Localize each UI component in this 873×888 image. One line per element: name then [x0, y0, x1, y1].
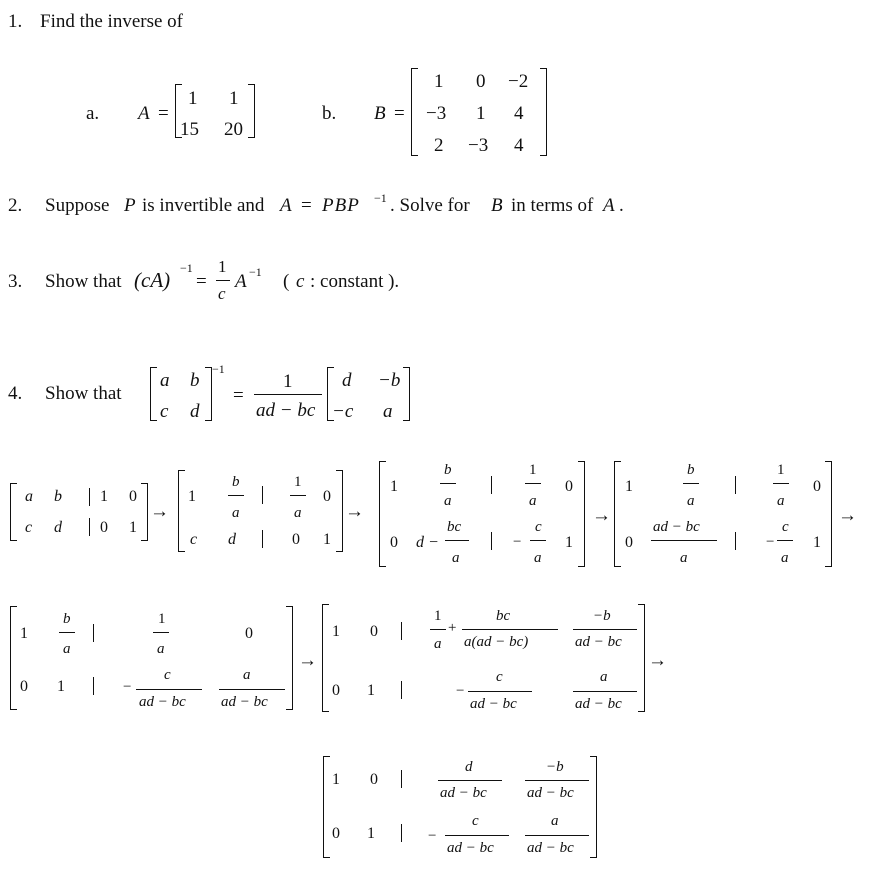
q4-adj-cell: −c [332, 401, 354, 422]
aug-matrix-1-right-bracket [141, 483, 148, 541]
q1-prompt: Find the inverse of [40, 11, 184, 32]
q1a-equals: = [158, 103, 169, 124]
aug-cell: 1 [332, 771, 340, 788]
aug-frac-num: b [444, 462, 452, 478]
aug-matrix-6-left-bracket [322, 604, 329, 712]
arrow-icon: → [150, 501, 169, 522]
q1b-cell: −3 [468, 135, 489, 156]
q3-lhs: (cA) [134, 268, 171, 292]
aug-separator [262, 486, 263, 504]
q1b-cell: −3 [426, 103, 447, 124]
fraction-bar [430, 629, 446, 630]
aug-matrix-5-right-bracket [286, 606, 293, 710]
aug-frac-den: ad − bc [447, 840, 494, 856]
fraction-bar [440, 483, 456, 484]
q1b-matrix-name: B [374, 103, 386, 124]
aug-frac-num: b [687, 462, 695, 478]
fraction-bar [530, 540, 546, 541]
aug-separator [491, 476, 492, 494]
q1b-cell: −2 [508, 71, 529, 92]
q1b-cell: 0 [476, 71, 486, 92]
q4-cell: a [160, 370, 170, 391]
aug-minus: − [513, 534, 522, 550]
aug-cell: 0 [370, 623, 378, 640]
q1a-cell: 1 [188, 88, 198, 109]
aug-cell: d [228, 531, 236, 548]
q3-denominator: c [218, 284, 226, 303]
aug-frac-den: ad − bc [575, 634, 622, 650]
aug-cell: 1 [100, 488, 108, 505]
aug-frac-den: a [232, 505, 240, 521]
q2-text: in terms of [511, 195, 594, 216]
aug-frac-den: a(ad − bc) [464, 634, 529, 650]
aug-matrix-4-right-bracket [825, 461, 832, 567]
aug-separator [735, 532, 736, 550]
q1b-equals: = [394, 103, 405, 124]
aug-frac-num: 1 [158, 611, 166, 627]
aug-frac-num: a [600, 669, 608, 685]
aug-matrix-7-right-bracket [590, 756, 597, 858]
aug-frac-den: a [63, 641, 71, 657]
aug-frac-den: a [680, 550, 688, 566]
q3-fraction-bar [216, 280, 230, 281]
aug-matrix-2-left-bracket [178, 470, 185, 552]
q4-right-bracket [205, 367, 212, 421]
fraction-bar [445, 835, 509, 836]
fraction-bar [525, 780, 589, 781]
q1b-cell: 1 [476, 103, 486, 124]
q4-adj-cell: a [383, 401, 393, 422]
q3-numerator: 1 [218, 257, 227, 276]
fraction-bar [438, 780, 502, 781]
q1b-cell: 4 [514, 103, 524, 124]
q2-period: . [619, 195, 624, 216]
aug-frac-den: a [687, 493, 695, 509]
aug-frac-num: c [164, 667, 171, 683]
q3-var: A [235, 271, 247, 292]
arrow-icon: → [298, 650, 317, 671]
aug-cell: 0 [332, 682, 340, 699]
aug-separator [401, 824, 402, 842]
aug-cell: 0 [625, 534, 633, 551]
fraction-bar [525, 835, 589, 836]
aug-separator [401, 770, 402, 788]
q3-number: 3. [8, 271, 23, 292]
q3-note: : constant ). [310, 271, 400, 292]
aug-frac-num: c [535, 519, 542, 535]
aug-frac-den: ad − bc [139, 694, 186, 710]
q4-denominator: ad − bc [256, 400, 316, 421]
aug-cell: 1 [625, 478, 633, 495]
fraction-bar [773, 483, 789, 484]
aug-separator [735, 476, 736, 494]
fraction-bar [462, 629, 558, 630]
aug-matrix-7-left-bracket [323, 756, 330, 858]
q1a-matrix-name: A [138, 103, 150, 124]
aug-frac-num: c [782, 519, 789, 535]
q2-var: B [491, 195, 503, 216]
q2-expression: PBP [322, 195, 360, 216]
aug-frac-num: b [63, 611, 71, 627]
q3-note: c [296, 271, 305, 292]
aug-cell: 1 [367, 825, 375, 842]
q4-number: 4. [8, 383, 23, 404]
aug-cell: 1 [129, 519, 137, 536]
arrow-icon: → [648, 650, 667, 671]
q4-adj-cell: d [342, 370, 352, 391]
q1b-right-bracket [540, 68, 547, 156]
aug-frac-num: 1 [777, 462, 785, 478]
aug-cell: 1 [332, 623, 340, 640]
q4-numerator: 1 [283, 371, 293, 392]
aug-minus: − [123, 679, 132, 695]
q3-text: Show that [45, 271, 122, 292]
aug-separator [262, 530, 263, 548]
q2-var: P [124, 195, 136, 216]
fraction-bar [525, 483, 541, 484]
aug-cell: 1 [57, 678, 65, 695]
fraction-bar [445, 540, 469, 541]
fraction-bar [290, 495, 306, 496]
aug-cell: b [54, 488, 62, 505]
aug-frac-den: a [444, 493, 452, 509]
aug-matrix-4-left-bracket [614, 461, 621, 567]
q2-number: 2. [8, 195, 23, 216]
aug-matrix-3-left-bracket [379, 461, 386, 567]
aug-cell: 0 [813, 478, 821, 495]
aug-frac-num: d [465, 759, 473, 775]
arrow-icon: → [592, 505, 611, 526]
aug-frac-num: bc [496, 608, 511, 624]
fraction-bar [136, 689, 202, 690]
fraction-bar [777, 540, 793, 541]
fraction-bar [573, 691, 637, 692]
aug-cell: c [25, 519, 33, 536]
fraction-bar [153, 632, 169, 633]
aug-cell: 1 [813, 534, 821, 551]
aug-separator [401, 622, 402, 640]
aug-frac-den: ad − bc [575, 696, 622, 712]
q4-cell: b [190, 370, 200, 391]
aug-frac-num: ad − bc [653, 519, 700, 535]
aug-cell: 1 [188, 488, 196, 505]
q4-cell: c [160, 401, 169, 422]
fraction-bar [573, 629, 637, 630]
q2-text: . Solve for [390, 195, 470, 216]
q2-equals: = [301, 195, 312, 216]
aug-minus: − [456, 683, 465, 699]
aug-cell: 0 [370, 771, 378, 788]
aug-matrix-2-right-bracket [336, 470, 343, 552]
aug-frac-den: a [294, 505, 302, 521]
aug-separator [89, 518, 90, 536]
q3-inverse-exponent: −1 [249, 265, 262, 279]
aug-matrix-1-left-bracket [10, 483, 17, 541]
aug-frac-num: −b [593, 608, 611, 624]
q4-left-bracket [150, 367, 157, 421]
aug-cell: 1 [367, 682, 375, 699]
q1a-label: a. [86, 103, 100, 124]
aug-cell: 1 [20, 625, 28, 642]
q4-text: Show that [45, 383, 122, 404]
aug-frac-den: ad − bc [527, 785, 574, 801]
aug-cell: 0 [100, 519, 108, 536]
aug-frac-den: a [157, 641, 165, 657]
aug-minus: − [428, 828, 437, 844]
q1b-label: b. [322, 103, 337, 124]
q1a-cell: 1 [229, 88, 239, 109]
q2-text: is invertible and [142, 195, 265, 216]
aug-cell: 1 [323, 531, 331, 548]
arrow-icon: → [838, 505, 857, 526]
aug-cell: d [54, 519, 62, 536]
fraction-bar [651, 540, 717, 541]
aug-frac-num: −b [546, 759, 564, 775]
aug-matrix-6-right-bracket [638, 604, 645, 712]
aug-frac-num: b [232, 474, 240, 490]
aug-separator [401, 681, 402, 699]
q4-adj-cell: −b [378, 370, 401, 391]
q2-var: A [280, 195, 292, 216]
aug-cell: c [190, 531, 198, 548]
aug-cell: 0 [565, 478, 573, 495]
aug-frac-den: ad − bc [470, 696, 517, 712]
aug-cell: 0 [323, 488, 331, 505]
aug-separator [93, 624, 94, 642]
aug-cell: 0 [390, 534, 398, 551]
aug-matrix-5-left-bracket [10, 606, 17, 710]
q2-text: Suppose [45, 195, 110, 216]
aug-separator [491, 532, 492, 550]
q1-number: 1. [8, 11, 23, 32]
q2-var: A [603, 195, 615, 216]
arrow-icon: → [345, 501, 364, 522]
q1a-cell: 15 [180, 119, 199, 140]
q4-adj-right-bracket [403, 367, 410, 421]
aug-cell: 0 [245, 625, 253, 642]
aug-frac-den: a [777, 493, 785, 509]
aug-separator [89, 488, 90, 506]
fraction-bar [228, 495, 244, 496]
aug-frac-den: a [529, 493, 537, 509]
aug-frac-num: 1 [529, 462, 537, 478]
q1a-cell: 20 [224, 119, 243, 140]
q3-note: ( [283, 271, 290, 292]
q1b-cell: 4 [514, 135, 524, 156]
aug-frac-den: a [434, 636, 442, 652]
aug-minus: − [766, 534, 775, 550]
aug-frac-num: 1 [434, 608, 442, 624]
q3-inverse-exponent: −1 [180, 261, 193, 275]
q4-equals: = [233, 385, 244, 406]
q4-inverse-exponent: −1 [212, 362, 225, 376]
aug-frac-num: c [496, 669, 503, 685]
aug-cell: a [25, 488, 33, 505]
q3-equals: = [196, 271, 207, 292]
aug-cell: d − [416, 534, 439, 551]
q4-fraction-bar [254, 394, 322, 395]
aug-frac-den: a [452, 550, 460, 566]
aug-frac-den: ad − bc [440, 785, 487, 801]
aug-frac-den: ad − bc [527, 840, 574, 856]
fraction-bar [219, 689, 285, 690]
aug-frac-den: a [781, 550, 789, 566]
q1b-cell: 2 [434, 135, 444, 156]
aug-frac-den: ad − bc [221, 694, 268, 710]
q1b-left-bracket [411, 68, 418, 156]
aug-cell: 0 [129, 488, 137, 505]
aug-frac-num: a [551, 813, 559, 829]
fraction-bar [683, 483, 699, 484]
aug-cell: 0 [332, 825, 340, 842]
aug-cell: 1 [390, 478, 398, 495]
aug-plus: + [448, 620, 457, 636]
q2-inverse-exponent: −1 [374, 191, 387, 205]
aug-separator [93, 677, 94, 695]
q1b-cell: 1 [434, 71, 444, 92]
aug-frac-num: 1 [294, 474, 302, 490]
aug-cell: 1 [565, 534, 573, 551]
fraction-bar [59, 632, 75, 633]
aug-frac-num: c [472, 813, 479, 829]
q4-cell: d [190, 401, 200, 422]
aug-matrix-3-right-bracket [578, 461, 585, 567]
aug-frac-num: bc [447, 519, 462, 535]
aug-frac-den: a [534, 550, 542, 566]
aug-cell: 0 [292, 531, 300, 548]
aug-cell: 0 [20, 678, 28, 695]
q1a-right-bracket [248, 84, 255, 138]
aug-frac-num: a [243, 667, 251, 683]
fraction-bar [468, 691, 532, 692]
